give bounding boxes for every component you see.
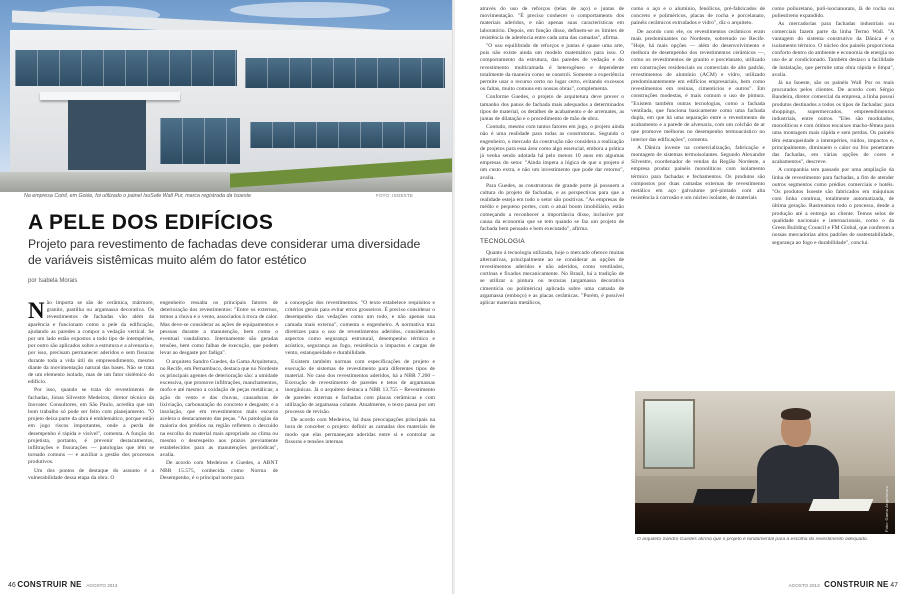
window-band: [250, 122, 440, 148]
footer-right: [786, 580, 898, 589]
paragraph: As mercadorias para fachadas industriais ou comerciais fazem parte da linha Termo Wall. "A vantagem do sistema construtivo da Dânica é o isolamento térmico. O núcleo dos painéis proporciona conforto dentro do ambiente e economia de energia no uso de ar condicionado. Também destaco a facilidade de instalação, que permite uma obra rápida e limpa", avalia.: [772, 21, 894, 78]
building-photo: [0, 0, 453, 192]
section-heading: TECNOLOGIA: [480, 238, 525, 246]
office-window: [643, 399, 695, 469]
laptop: [692, 489, 755, 505]
footer-left: [8, 580, 120, 589]
paragraph: De acordo com Medeiros, há duas preocupações principais na hora de conceber o projeto: definir as camadas dos materiais de modo que elas permaneçam aderidas entre si e controlar as fissuras e tensões internas: [285, 417, 435, 445]
paragraph: Não importa se são de cerâmica, mármore, granito, pastilha ou argamassa decorativa. Os revestimentos de fachadas vão além da aparência e funcionam como a pele da edificação, ajudando as paredes a compor a vedação vertical. Se por um lado estão expostos a todo tipo de intempéries, por outro são aplicados sobre a estrutura e a alvenaria e, por isso, precisam permanecer aderidos e sem fissuras durante toda a vida útil do empreendimento, mesmo diante da movimentação natural das bases. Não se trata de um elemento isolado, mas de um fator sistêmico do edifício.: [28, 300, 154, 386]
text-column-3: [285, 300, 435, 572]
magazine-brand: CONSTRUIR NE: [824, 580, 889, 589]
right-page: [455, 0, 906, 594]
photo-caption: Na empresa Cotril, em Goiás, foi utilizado o painel IsoSafe Wall Pur, marca registrada da Isoeste: [24, 193, 251, 199]
paragraph: como poliuretano, poli-isocianurato, lã de rocha ou poliestireno expandido.: [772, 6, 894, 20]
paragraph: A companhia tem passado por uma ampliação da linha de revestimento para fachadas, a fim de atender outros segmentos como prédios comerciais e hotéis. "Os produtos Isoeste são fabricados em máquinas com linha contínua, totalmente automatizada, de última geração. Rastreamos todo o processo, desde a produção até a entrega ao cliente. Temos selos de qualidade nacionais e internacionais, como o da Green Building Council e FM Global, que conferem a nossas mercadorias altos padrões de sustentabilidade, segurança ao fogo e durabilidade", conclui.: [772, 167, 894, 246]
paragraph: De acordo com Medeiros e Guedes, a ABNT NBR 15.575, conhecida como Norma de Desempenho, é o principal norte para: [160, 460, 278, 481]
cloud-shape: [230, 2, 390, 18]
photo-credit: FOTO: ISOESTE: [376, 193, 414, 198]
paragraph: De acordo com ele, os revestimentos cerâmicos eram mais predominantes no Nordeste, sobretudo no Recife. "Hoje, há mais opções — além do desenvolvimento e melhora de desempenho dos revestimentos cerâmicos —, como os revestimentos de granito e porcelanato, utilizado em construções residenciais ou comerciais de alto padrão, revestimentos de alumínio (ACM) e vidro, utilizado predominantemente em edifícios empresariais, bem como revestimentos em resinas, cimentícios e outros". Em construções modestas, é mais comum o uso de pintura. "Existem também outras tecnologias, como a fachada ventilada, que funciona basicamente como uma fachada dupla, em que há uma separação entre o revestimento de acabamento e a parede de alvenaria, com um colchão de ar que promove melhoras no desempenho termoacústico no interior das edificações", comenta.: [631, 28, 765, 143]
window-band: [15, 50, 237, 86]
page-number: 47: [890, 582, 898, 589]
paragraph: A Dânica investe na comercialização, fabricação e montagem de sistemas termoisolantes. Segundo Alexandre Silvestre, coordenador de vendas da Região Nordeste, a empresa produz painéis monolíticos com isolamento térmico para fachadas e fechamentos. Os produtos são compostos por duas camadas externas de revestimento metálico em aço galvalume pré-pintado com alta resistência à corrosão e um núcleo isolante, de materiais: [631, 144, 765, 202]
paragraph: como o aço e o alumínio, fenólicos, pré-fabricados de concreto e poliméricos, placas de rocha e porcelanato, painéis cerâmicos extrudados e vidro", diz o arquiteto.: [631, 6, 765, 27]
photo-credit: Foto: Gama Arquitetura: [884, 486, 889, 532]
paragraph: Existem também normas com especificações de projeto e execução de sistemas de revestimento para diferentes tipos de material. No caso dos revestimentos aderidos, há a NBR 7.200 – Execução de revestimento de paredes e tetos de argamassas inorgânicas. Já o arquiteto destaca a NBR 13.755 – Revestimento de paredes externas e fachadas com placas cerâmicas e com utilização de argamassa colante. Atualmente, o texto passa por um processo de revisão.: [285, 358, 435, 416]
issue-date: AGOSTO 2013: [86, 583, 118, 588]
paragraph: Já na Isoeste, são os painéis Wall Pur os mais procurados pelos clientes. De acordo com Sérgio Bandeira, diretor comercial da empresa, a linha possui produtos destinados a todos os tipos de fachadas: para shoppings, supermercados, empreendimentos industriais, entre outros. "Eles são modulados, monolíticos e com ótimos encaixes macho-fêmea para uma montagem mais rápida e sem perdas. Os painéis têm estanqueidade a intempéries, ruídos, impactos e, principalmente, diminuem o calor ou frio penetrante das fachadas, em várias opções de cores e acabamentos", descreve.: [772, 80, 894, 166]
text-column-1: [28, 300, 154, 572]
paragraph: O arquiteto Sandro Guedes, da Gama Arquitetura, no Recife, em Pernambuco, destaca que no Nordeste os principais agentes de deterioração são: a umidade excessiva, que promove infiltrações, manchamentos, mofo e até mesmo a oxidação de peças metálicas; a ação do vento e das chuvas, causadoras de lixiviação, carbonatação do concreto e desgaste; e a insolação, que em revestimentos mais escuros acelera o destacamento das peças. "As patologias da maioria dos prédios na região refletem o descuido na escolha do material mais apropriado ao clima ou mesmo o desrespeito aos prazos previamente estabelecidos para as manutenções periódicas", avalia.: [160, 358, 278, 459]
article-headline: A PELE DOS EDIFÍCIOS: [28, 211, 274, 234]
text-column-4: [480, 6, 624, 572]
article-byline: por Isabela Morais: [28, 278, 78, 284]
photo-caption: O arquiteto Sandro Guedes afirma que o projeto é fundamental para a escolha do revestimento adequado.: [637, 537, 869, 542]
text-column-6: [772, 6, 894, 386]
paragraph: a concepção dos revestimentos. "O texto estabelece requisitos e critérios gerais para evitar erros grosseiros. É preciso considerar o desempenho das vedações como um todo, e não apenas sua camada mais externa", comenta o engenheiro. A normativa traz diretrizes para o uso de revestimentos aderidos, considerando aspectos como segurança estrutural, desempenho térmico e acústico, segurança ao fogo, resistência a impactos e cargas de vento, estanqueidade e durabilidade.: [285, 300, 435, 357]
paragraph: Contudo, mesmo com tantos fatores em jogo, o projeto ainda não é uma realidade para todas as construtoras. Segundo o engenheiro, o mercado da construção não considera a realização de projetos para essa área como algo essencial, embora a prática já venha sendo adotada há pelo menos 10 anos em algumas empresas do setor. "Ainda impera a lógica de que o projeto é um custo extra, e não um investimento que pode dar retorno", avalia.: [480, 124, 624, 181]
paragraph: Conforme Guedes, o projeto de arquitetura deve prever o tamanho dos panos de fachada mais adequados a determinados tipos de material, os detalhes de acabamento e de arremates, as juntas de dilatação e o procedimento de mão de obra.: [480, 94, 624, 123]
paragraph: Quanto à tecnologia utilizada, hoje o mercado oferece muitas alternativas, principalmente ao se considerar as opções de revestimentos aderidos e não aderidos, como ventilados, cortinas e fixados mecanicamente. No Brasil, há a tradição de se utilizar a pintura ou texturas (argamassa decorativa cimentícia ou polimérica) aplicada sobre uma camada de argamassa (emboço) e as placas cerâmicas. "Porém, é possível aplicar materiais metálicos,: [480, 249, 624, 306]
window-band: [160, 118, 240, 164]
person-hair: [781, 408, 811, 420]
paragraph: engenheiro ressalta os principais fatores de deterioração dos revestimentos: "Entre os externos, temos a chuva e o vento, associados à troca de calor. Mas deve-se considerar as ações de equipamentos e pessoas durante a manutenção, bem como o eventual vandalismo. Internamente são geradas tensões, bem como falhas de execução, que podem levar ao desgaste por fadiga".: [160, 300, 278, 357]
magazine-brand: CONSTRUIR NE: [17, 580, 82, 589]
text-column-5: [631, 6, 765, 386]
paragraph: Para Guedes, as construtoras de grande porte já possuem a cultura do projeto de fachadas, e as perspectivas para que a realidade esteja em todo o setor são positivas. "As empresas de médio e pequeno portes, com o atual boom imobiliário, estão começando a reconhecer a importância disso, inclusive por causa da economia que se tem quando se faz um projeto de fachada bem pensado e bem executado", afirma.: [480, 182, 624, 233]
paragraph: "O uso equilibrado de reforços e juntas é quase uma arte, pois não existe ainda um modelo matemático para isso. O comportamento da estrutura, das paredes de vedação e do revestimento multicamada é heterogêneo e dependente totalmente da maneira como se constrói. Somente a experiência permite usar o recurso certo no lugar certo, evitando excessos ou faltas, muito comuns em nossas obras", complementa.: [480, 43, 624, 93]
text-column-2: [160, 300, 278, 572]
issue-date: AGOSTO 2013: [788, 583, 820, 588]
entrance-door: [68, 100, 146, 170]
article-dek: Projeto para revestimento de fachadas deve considerar uma diversidade de variáveis sistêmicas muito além do fator estético: [28, 237, 421, 267]
page-number: 46: [8, 582, 16, 589]
paragraph: Um dos pontos de destaque do assunto é a vulnerabilidade dessa etapa da obra. O: [28, 467, 154, 481]
paragraph: através do uso de reforços (telas de aço) e juntas de movimentação. "É preciso conhecer o comportamento dos materiais aderidos, e não apenas suas características em laboratório. Depois, em função disso, definem-se os limites de resistência de aderência entre cada uma das camadas", afirma.: [480, 6, 624, 41]
window-band: [245, 58, 445, 88]
drop-cap: N: [28, 300, 45, 323]
papers: [809, 499, 874, 511]
entrance-canopy: [40, 92, 180, 100]
architect-photo: [635, 391, 895, 534]
paragraph: Por isso, quando se trata do revestimento de fachadas, Jonas Silvestre Medeiros, diretor técnico da Inovatec Consultores, em São Paulo, acredita que um bom trabalho só pode ser feito com planejamento. "O projeto deixa parte da obra é emblemático, porque estão em jogo riscos importantes, onde a perda de desempenho é rápida e visível", comenta. A função do projetista, portanto, é prevenir destacamentos, infiltrações e fissurações — patologias que têm se tornado comuns — e auxiliar a gestão dos processos produtivos.: [28, 387, 154, 466]
